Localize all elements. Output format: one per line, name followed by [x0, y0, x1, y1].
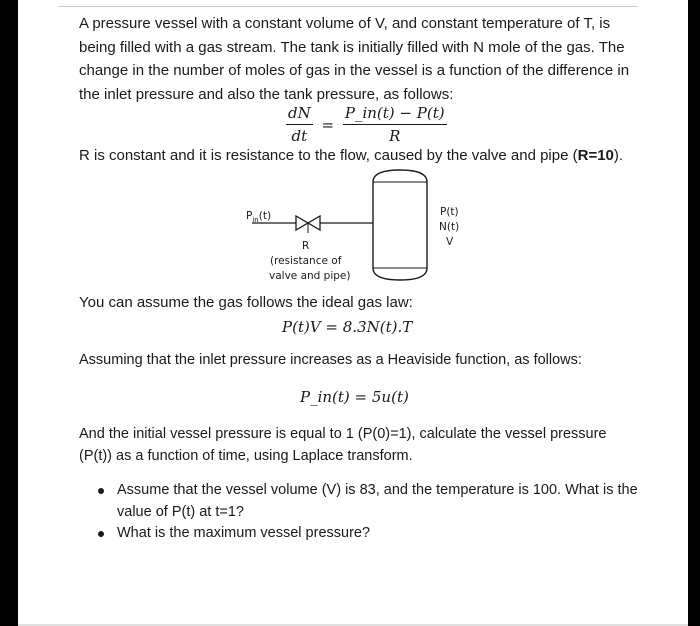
rate-equation: [286, 104, 447, 145]
question-item-1: Assume that the vessel volume (V) is 83, and the temperature is 100. What is the value of P(t) at t=1?: [98, 480, 638, 523]
lhs-denominator: dt: [291, 127, 308, 145]
ideal-gas-equation: P(t)V = 8.3N(t).T: [282, 318, 413, 336]
vessel-body: [373, 170, 427, 280]
question-list: [98, 480, 638, 545]
valve-left-triangle: [296, 216, 308, 230]
heaviside-paragraph: Assuming that the inlet pressure increases as a Heaviside function, as follows:: [79, 352, 582, 368]
initial-condition-paragraph: And the initial vessel pressure is equal to 1 (P(0)=1), calculate the vessel pressure (P(t)) as a function of time, using Laplace transform.: [79, 426, 607, 464]
vessel-diagram: [240, 168, 470, 291]
vessel-pressure-label: P(t): [440, 206, 459, 218]
left-border: [0, 0, 18, 626]
inlet-pressure-label: $P_{in}(t)$: [246, 210, 272, 225]
resistance-value: R=10: [577, 147, 614, 164]
equals-sign: =: [321, 115, 335, 134]
inlet-pressure-equation: P_in(t) = 5u(t): [300, 388, 409, 406]
valve-description-1: (resistance of: [270, 255, 342, 267]
lhs-numerator: dN: [286, 104, 313, 125]
top-divider: [58, 6, 638, 7]
resistance-text: R is constant and it is resistance to the flow, caused by the valve and pipe (: [79, 147, 578, 164]
valve-resistance-label: R: [302, 240, 310, 252]
bullet-icon: [98, 488, 104, 494]
rhs-denominator: R: [389, 127, 401, 145]
question-item-2: What is the maximum vessel pressure?: [98, 523, 638, 545]
right-border: [688, 0, 700, 626]
intro-paragraph: A pressure vessel with a constant volume of V, and constant temperature of T, is being filled with a gas stream. The tank is initially filled with N mole of the gas. The change in the number of moles of gas in the vessel is a function of the difference in the inlet pressure and also the tank pressure, as follows:: [79, 15, 630, 103]
bullet-icon: [98, 531, 104, 537]
ideal-gas-paragraph: You can assume the gas follows the ideal gas law:: [79, 294, 413, 311]
resistance-paragraph: [79, 147, 639, 164]
rhs-numerator: P_in(t) − P(t): [343, 104, 447, 125]
lhs-fraction: [286, 104, 313, 145]
rhs-fraction: [343, 104, 447, 145]
vessel-moles-label: N(t): [439, 221, 460, 233]
valve-description-2: valve and pipe): [269, 270, 351, 282]
diagram-svg: [240, 168, 470, 286]
resistance-end: ).: [613, 147, 624, 164]
vessel-volume-label: V: [446, 236, 454, 248]
valve-right-triangle: [308, 216, 320, 230]
